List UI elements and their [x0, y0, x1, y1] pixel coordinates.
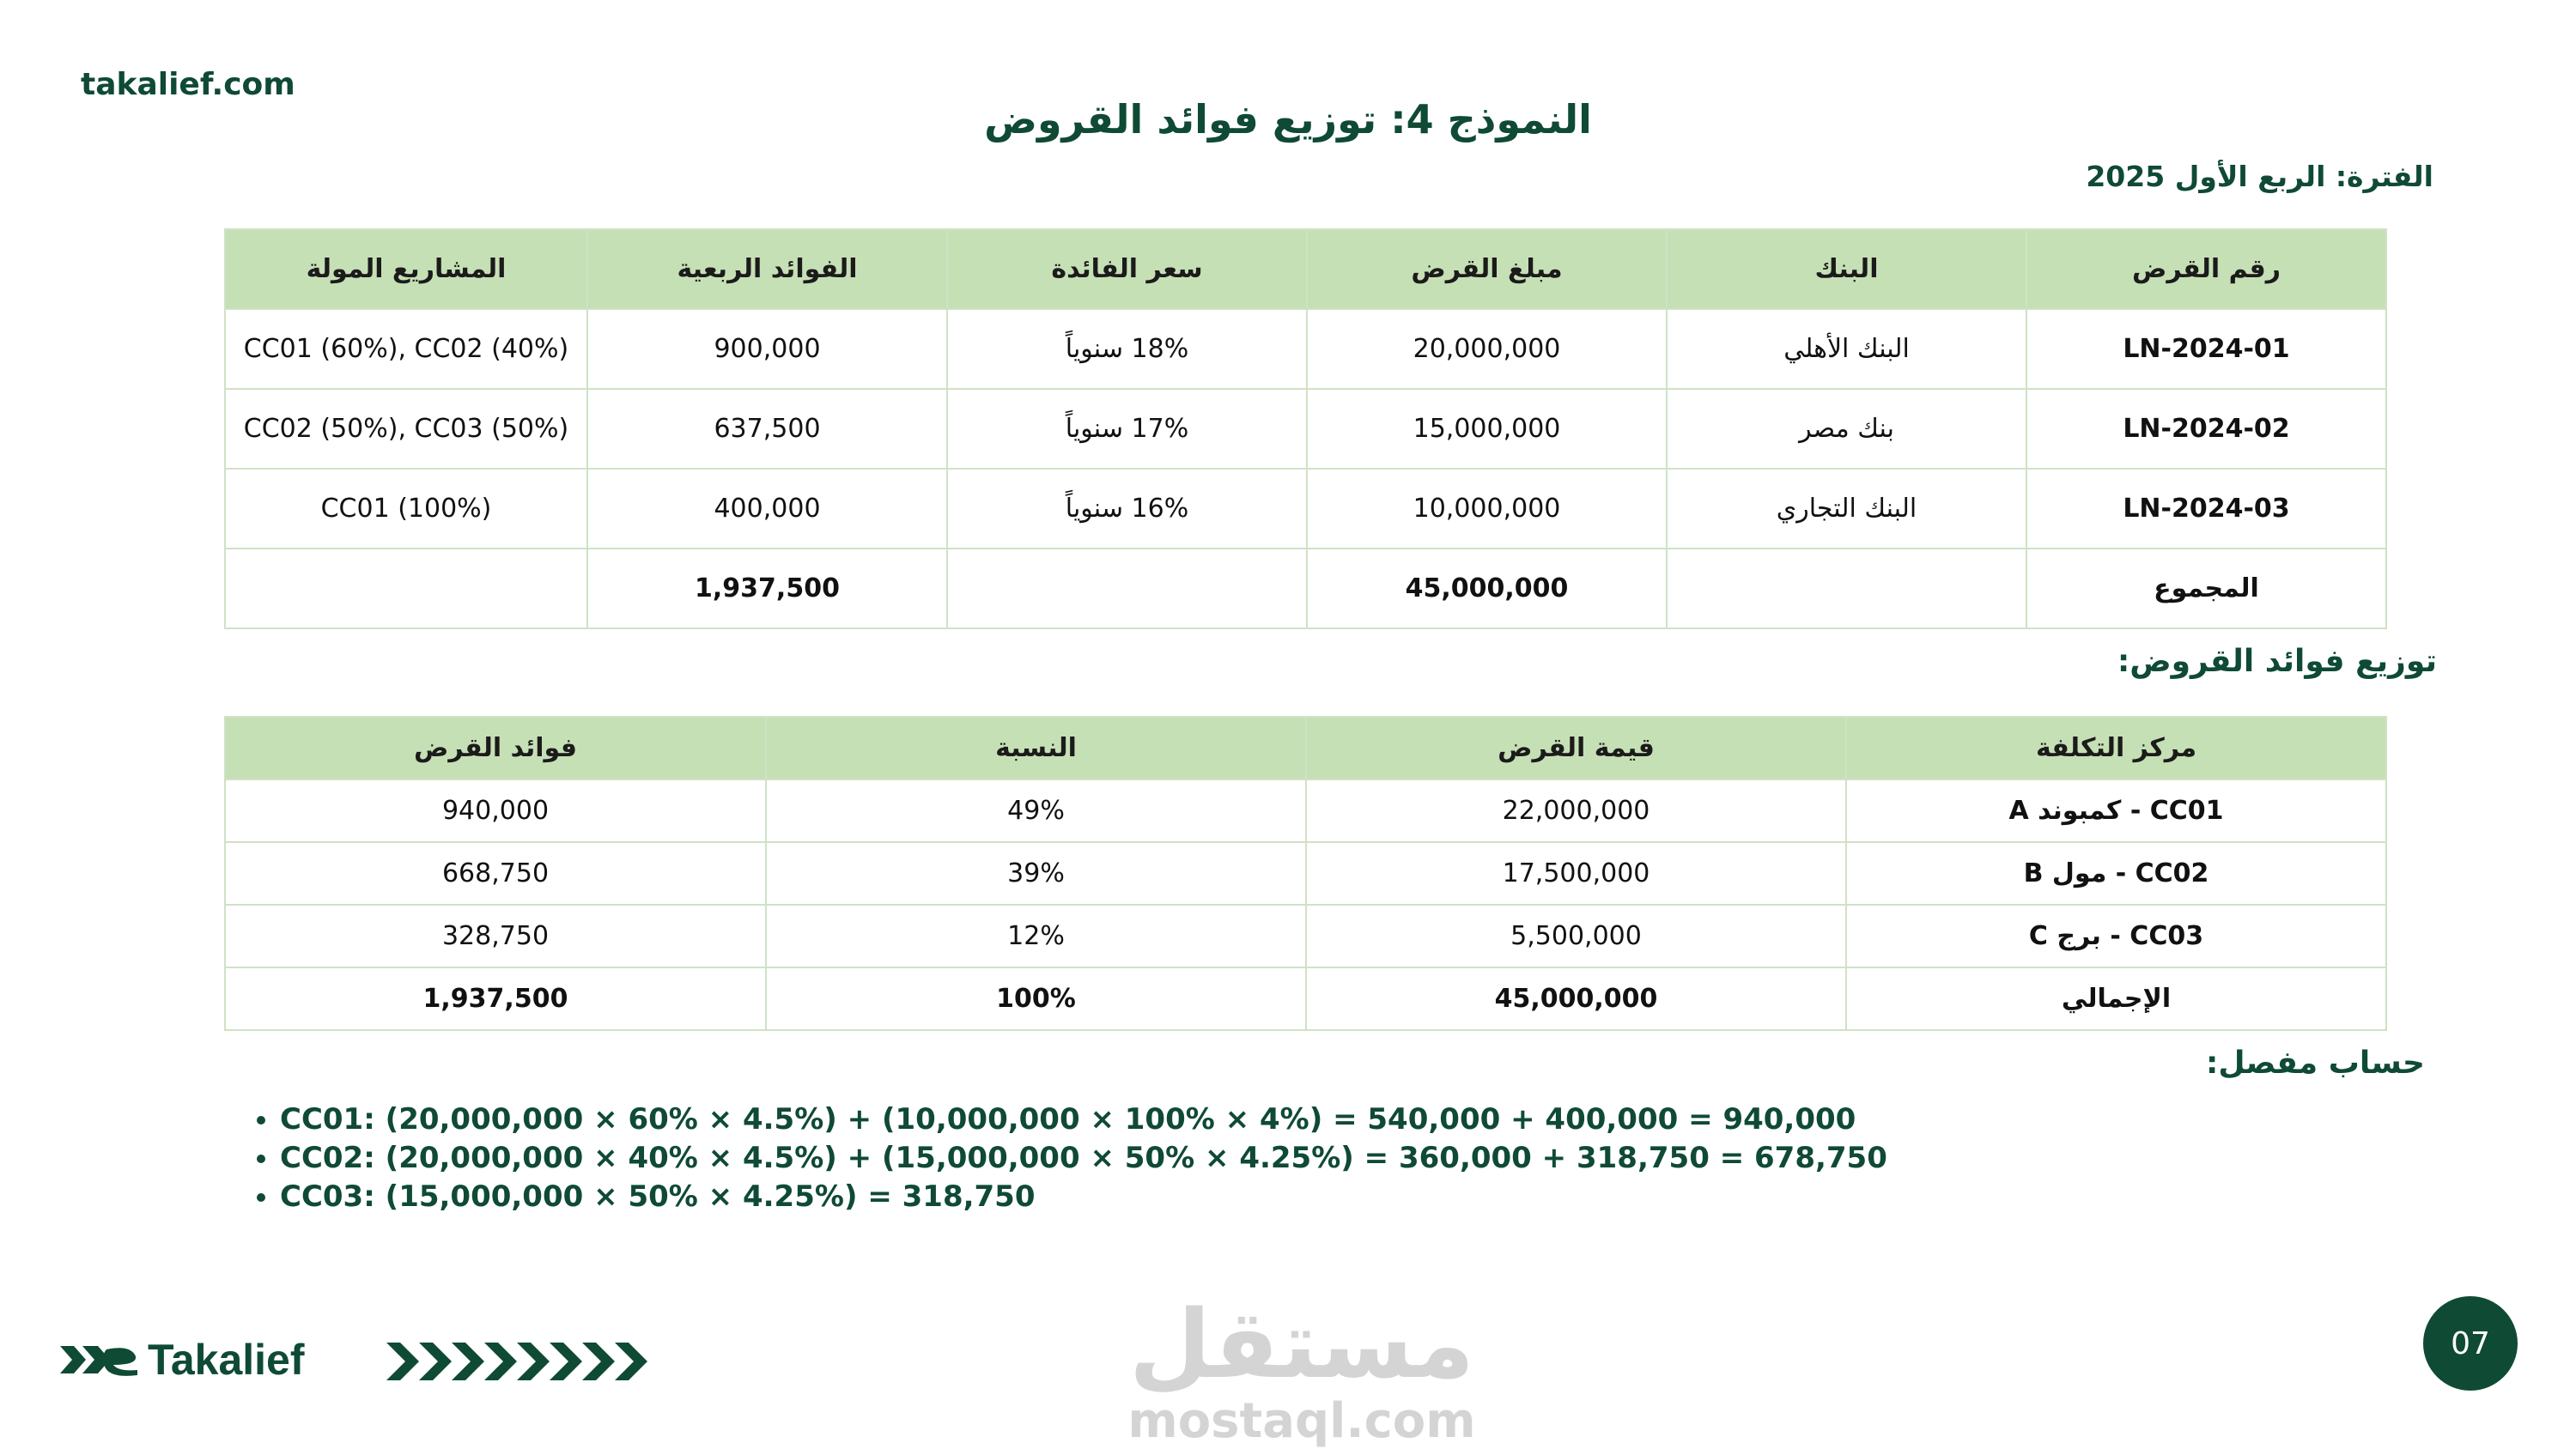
bank-name: البنك التجاري — [1667, 469, 2026, 549]
header-loan-number: رقم القرض — [2026, 229, 2386, 309]
header-interest-rate: سعر الفائدة — [947, 229, 1307, 309]
header-quarterly-interest: الفوائد الربعية — [587, 229, 947, 309]
total-loan-interest: 1,937,500 — [225, 967, 766, 1030]
header-bank: البنك — [1667, 229, 2026, 309]
loan-value: 17,500,000 — [1306, 842, 1846, 905]
percentage: 39% — [766, 842, 1306, 905]
funded-projects: CC02 (50%), CC03 (50%) — [225, 389, 587, 469]
calculation-item: • CC01: (20,000,000 × 60% × 4.5%) + (10,000,000 × 100% × 4%) = 540,000 + 400,000 = 940,000 — [280, 1100, 1887, 1139]
total-percentage: 100% — [766, 967, 1306, 1030]
calculation-list — [239, 1100, 1887, 1216]
interest-rate: 18% سنوياً — [947, 309, 1307, 389]
distribution-header-row — [225, 717, 2386, 779]
loan-amount: 15,000,000 — [1307, 389, 1667, 469]
distribution-heading: توزيع فوائد القروض: — [2117, 644, 2437, 679]
funded-projects: CC01 (100%) — [225, 469, 587, 549]
quarterly-interest: 637,500 — [587, 389, 947, 469]
percentage: 12% — [766, 905, 1306, 967]
takalief-logo-icon — [57, 1336, 143, 1384]
bank-name: البنك الأهلي — [1667, 309, 2026, 389]
table-row — [225, 779, 2386, 842]
calculation-item: • CC03: (15,000,000 × 50% × 4.25%) = 318,750 — [280, 1178, 1887, 1216]
header-funded-projects: المشاريع المولة — [225, 229, 587, 309]
calculation-item: • CC02: (20,000,000 × 40% × 4.5%) + (15,000,000 × 50% × 4.25%) = 360,000 + 318,750 = 678,750 — [280, 1139, 1887, 1178]
loan-amount: 10,000,000 — [1307, 469, 1667, 549]
cost-center: CC02 - مول B — [1846, 842, 2386, 905]
cost-center: CC03 - برج C — [1846, 905, 2386, 967]
logo-text: Takalief — [148, 1336, 305, 1384]
watermark-latin: mostaql.com — [1127, 1393, 1476, 1449]
loan-number: LN-2024-01 — [2026, 309, 2386, 389]
header-loan-amount: مبلغ القرض — [1307, 229, 1667, 309]
header-loan-interest: فوائد القرض — [225, 717, 766, 779]
loan-interest: 940,000 — [225, 779, 766, 842]
watermark-arabic: مستقل — [1128, 1289, 1475, 1399]
chevron-arrows-icon — [386, 1339, 648, 1384]
percentage: 49% — [766, 779, 1306, 842]
total-empty-cell — [1667, 549, 2026, 628]
total-empty-cell — [225, 549, 587, 628]
table-row — [225, 905, 2386, 967]
quarterly-interest: 400,000 — [587, 469, 947, 549]
total-loan-amount: 45,000,000 — [1307, 549, 1667, 628]
loan-value: 22,000,000 — [1306, 779, 1846, 842]
table-row — [225, 469, 2386, 549]
takalief-logo — [57, 1336, 305, 1384]
funded-projects: CC01 (60%), CC02 (40%) — [225, 309, 587, 389]
total-quarterly-interest: 1,937,500 — [587, 549, 947, 628]
distribution-total-row — [225, 967, 2386, 1030]
table-row — [225, 842, 2386, 905]
detail-heading: حساب مفصل: — [2205, 1046, 2425, 1081]
loans-table — [224, 228, 2387, 629]
loan-amount: 20,000,000 — [1307, 309, 1667, 389]
page-number: 07 — [2423, 1296, 2518, 1391]
loan-number: LN-2024-02 — [2026, 389, 2386, 469]
interest-rate: 17% سنوياً — [947, 389, 1307, 469]
total-label: المجموع — [2026, 549, 2386, 628]
table-row — [225, 389, 2386, 469]
quarterly-interest: 900,000 — [587, 309, 947, 389]
cost-center: CC01 - كمبوند A — [1846, 779, 2386, 842]
bank-name: بنك مصر — [1667, 389, 2026, 469]
distribution-table — [224, 716, 2387, 1031]
watermark — [1113, 1289, 1491, 1449]
site-url[interactable]: takalief.com — [81, 67, 295, 102]
period-label: الفترة: الربع الأول 2025 — [2086, 160, 2433, 193]
interest-rate: 16% سنوياً — [947, 469, 1307, 549]
page-title: النموذج 4: توزيع فوائد القروض — [984, 96, 1592, 142]
total-empty-cell — [947, 549, 1307, 628]
header-percentage: النسبة — [766, 717, 1306, 779]
header-loan-value: قيمة القرض — [1306, 717, 1846, 779]
loans-header-row — [225, 229, 2386, 309]
loan-number: LN-2024-03 — [2026, 469, 2386, 549]
header-cost-center: مركز التكلفة — [1846, 717, 2386, 779]
loan-value: 5,500,000 — [1306, 905, 1846, 967]
loan-interest: 668,750 — [225, 842, 766, 905]
total-loan-value: 45,000,000 — [1306, 967, 1846, 1030]
loan-interest: 328,750 — [225, 905, 766, 967]
total-label: الإجمالي — [1846, 967, 2386, 1030]
loans-total-row — [225, 549, 2386, 628]
table-row — [225, 309, 2386, 389]
